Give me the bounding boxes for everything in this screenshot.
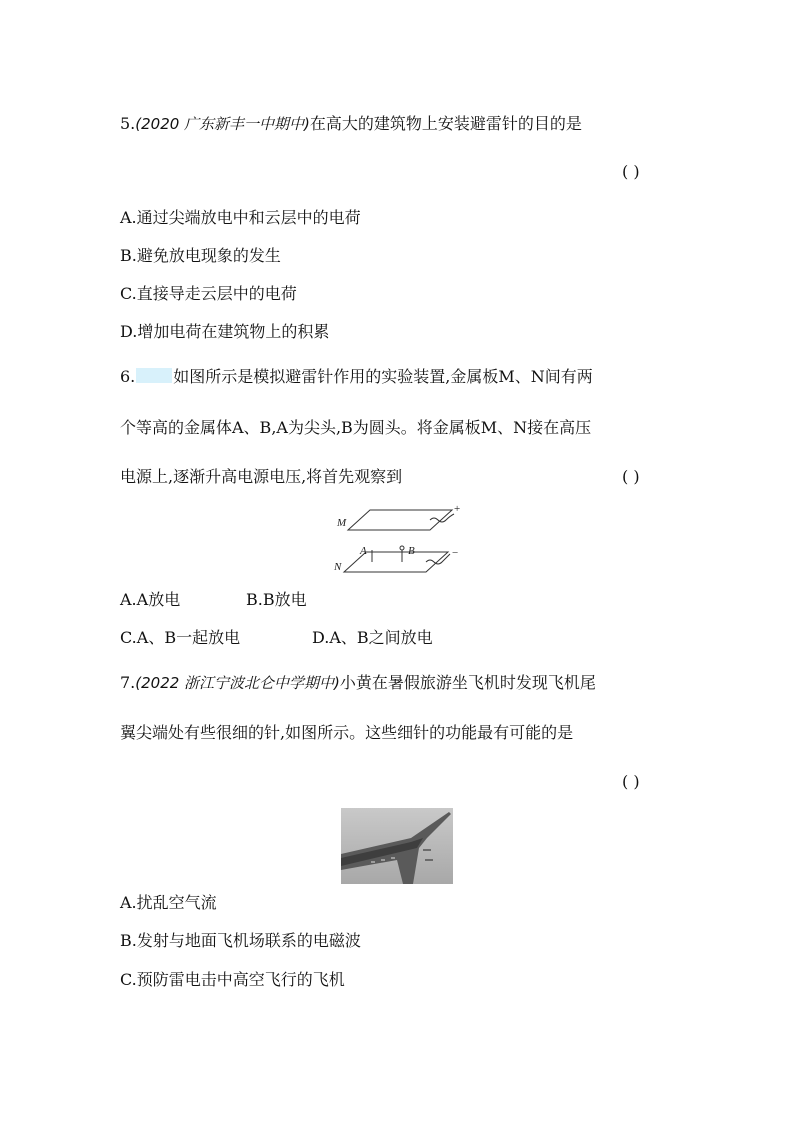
rod-b-round-head [400,546,404,550]
q5-stem [120,113,582,135]
q6-answer-paren: ( ) [622,467,640,486]
q7-stem-line1 [120,672,596,694]
label-plus: + [454,503,461,515]
q5-option-d: D.增加电荷在建筑物上的积累 [120,322,330,341]
label-n: N [334,561,342,573]
q5-source: (2020 广东新丰一中期中) [135,115,310,133]
q7-option-a: A.扰乱空气流 [120,893,217,912]
label-b: B [408,545,415,557]
q6-stem-line3: 电源上,逐渐升高电源电压,将首先观察到 [120,467,403,486]
wire-m [430,514,454,522]
lightning-rod-experiment-diagram [330,500,470,582]
q5-option-b: B.避免放电现象的发生 [120,246,281,265]
q7-line1-text: 小黄在暑假旅游坐飞机时发现飞机尾 [339,673,596,692]
q6-line1-text: 如图所示是模拟避雷针作用的实验装置,金属板M、N间有两 [173,367,593,386]
q7-stem-line2: 翼尖端处有些很细的针,如图所示。这些细针的功能最有可能的是 [120,723,574,742]
q7-option-b: B.发射与地面飞机场联系的电磁波 [120,931,361,950]
q6-option-d: D.A、B之间放电 [312,628,433,647]
q7-number: 7. [120,673,136,692]
q5-answer-paren: ( ) [622,162,640,181]
label-minus: − [452,547,459,559]
q7-source: (2022 浙江宁波北仑中学期中) [135,674,340,692]
q5-option-a: A.通过尖端放电中和云层中的电荷 [120,208,361,227]
label-a: A [360,545,367,557]
q6-stem-line2: 个等高的金属体A、B,A为尖头,B为圆头。将金属板M、N接在高压 [120,418,592,437]
q7-answer-paren: ( ) [622,772,640,791]
wire-n [426,554,450,564]
q6-option-c: C.A、B一起放电 [120,628,241,647]
q5-option-c: C.直接导走云层中的电荷 [120,284,297,303]
metal-plate-m [348,510,452,530]
q5-stem-text: 在高大的建筑物上安装避雷针的目的是 [309,114,582,133]
q6-stem-line1 [120,366,593,388]
label-m: M [337,517,347,529]
q6-number: 6. [120,367,136,386]
q7-option-c: C.预防雷电击中高空飞行的飞机 [120,970,345,989]
airplane-wingtip-photo [341,808,453,884]
q6-highlight-tag [136,368,172,383]
q6-option-b: B.B放电 [246,590,307,609]
q5-number: 5. [120,114,136,133]
q6-option-a: A.A放电 [120,590,181,609]
